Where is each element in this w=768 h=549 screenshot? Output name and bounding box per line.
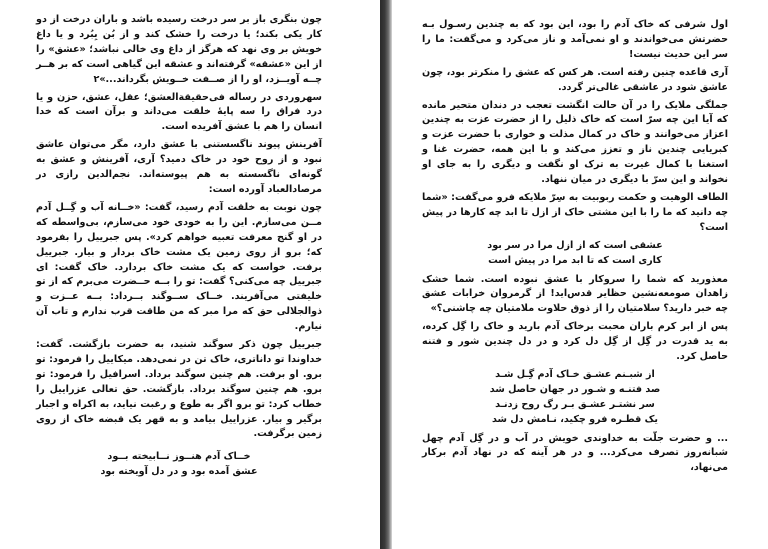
right-paragraph-3: جملگی ملایک را در آن حالت انگشت تعجب در دندان متحیر مانده که آیا این چه سرّ است که خاک ذلیل را از حضرت عزت به چندین اعزاز می‌خوانند و خاک در کمال مذلت و خواری با حضرت عزت و کبریایی چندین ناز و تعزز می‌کند و با این همه، حضرت غنا و استغنا با کمال غیرت به ترک او نگفت و دیگری را به جای او نخواند و این سرّ با دیگری در میان ننهاد. [422, 99, 728, 186]
book-gutter [380, 0, 392, 549]
left-paragraph-4: چون نوبت به خلقت آدم رسید، گفت: «خــانه آب و گِــل آدم مــن می‌سازم. این را به خودی خود می‌سازم، بی‌واسطه که در او گنج معرفت تعبیه خواهم کرد». پس جبرییل را بفرمود که؛ برو از روی زمین یک مشت خاک بردار و بیار. جبرییل برفت. خواست که یک مشت خاک بردارد. خاک گفت: ای جبرییل چه می‌کنی؟ گفت: تو را بــه حــضرت می‌برم که از تو خلیفتی می‌آفریند. خــاک ســوگند بــرداد: بــه عــزت و ذوالجلالی حق که مرا مبر که من طاقت قرب ندارم و تاب آن نیارم. [36, 201, 322, 333]
right-paragraph-4: الطاف الوهیت و حکمت ربوبیت به سِرّ ملایکه فرو می‌گفت: «شما چه دانید که ما را با این مشتی خاک از ازل تا ابد چه کارها در پیش است؟ [422, 191, 728, 233]
right-paragraph-5: معذورید که شما را سروکار با عشق نبوده است. شما خشک زاهدان صومعه‌نشین حظایر قدس‌اید! از گرمروان خرابات عشق چه خبر دارید؟ سلامتیان را از ذوق حلاوت ملامتیان چه چاشنی؟» [422, 273, 728, 315]
right-verse-line-6: یک قطـره فرو چکید، نـامش دل شد [491, 413, 659, 425]
right-verse-block-2 [422, 368, 728, 428]
left-paragraph-5: جبرییل چون ذکر سوگند شنید، به حضرت بازگشت. گفت: خداوندا تو داناتری، خاک تن در نمی‌دهد. میکاییل را فرمود: تو برو. او برفت. هم چنین سوگند برداد. اسرافیل را فرمود: تو برو. هم چنین سوگند برداد. بازگشت. حق تعالی عزراییل را خطاب کرد: تو برو اگر به طوع و رغبت نیاید، به اکراه و اجبار برگیر و بیار. عزراییل بیامد و به قهر یک قبضه خاک از روی زمین برگرفت. [36, 339, 322, 440]
right-paragraph-7: ... و حضرت جلّت به خداوندی خویش در آب و در گِل آدم چهل شبانه‌روز تصرف می‌کرد... و در هر آینه که در نهاد آدم برکار می‌نهاد، [422, 432, 728, 474]
left-paragraph-3: آفرینش پیوند ناگسستنی با عشق دارد، مگر می‌توان عاشق نبود و از روح خود در خاک دمید؟ آری، آفرینش و عشق به گونه‌ای ناگسسته به هم پیوسته‌اند. نجم‌الدین رازی در مرصادالعباد آورده است: [36, 139, 322, 195]
left-verse-line-2: عشق آمده بود و در دل آویخته بود [100, 466, 258, 478]
left-paragraph-2: سهروردی در رساله فی‌حقیقةالعشق؛ عقل، عشق، حزن و یا درد فراق را سه پایهٔ خلقت می‌داند و برآن است که خدا انسان را هم با عشق آفریده است. [36, 91, 322, 133]
right-paragraph-1: اول شرفی که خاک آدم را بود، این بود که به چندین رسـول بـه حضرتش می‌خواندند و او نمی‌آمد و ناز می‌کرد و می‌گفت: ما را سر این حدیث نیست! [422, 19, 728, 60]
right-verse-line-2: کاری است که تا ابد مرا در پیش است [488, 254, 662, 266]
left-page [0, 0, 380, 549]
left-verse-block [36, 450, 322, 480]
right-verse-block-1 [422, 239, 728, 269]
left-verse-line-1: خــاک آدم هنــوز نــابیخته بــود [107, 451, 251, 463]
left-paragraph-1: چون بنگری باز بر سر درخت رسیده باشد و باران درخت از دو کار یکی بکند؛ یا درخت را خشک کند و از بُن بِبُرد و یا داغ خویش بر وی نهد که هرگز از داغ وی خالی نباشد؛ «عشق» را از این «عشقه» گرفته‌اند و عشقه این گیاهی است که بر هــر چــه آویــزد، او را از صــفت خــویش بگرداند...»۲ [36, 14, 322, 85]
right-verse-line-4: صد فتنـه و شـور در جهان حاصل شد [489, 383, 661, 395]
right-verse-line-1: عشقی است که از ازل مرا در سر بود [487, 239, 663, 251]
right-page [392, 0, 768, 549]
right-paragraph-6: پس از ابر کرم باران محبت برخاک آدم بارید و خاک را گِل کرده، به ید قدرت در گِل از گِل دل کرد و در دل چندین شور و فتنه حاصل کرد. [422, 321, 728, 363]
right-paragraph-2: آری قاعده چنین رفته است. هر کس که عشق را منکرتر بود، چون عاشق شود در عاشقی غالی‌تر گردد. [422, 66, 728, 93]
right-verse-line-3: از شبـنم عشـق خـاک آدم گِـل شـد [495, 368, 655, 380]
right-verse-line-5: سر نشتـر عشـق بـر رگ روح زدنـد [495, 398, 655, 410]
